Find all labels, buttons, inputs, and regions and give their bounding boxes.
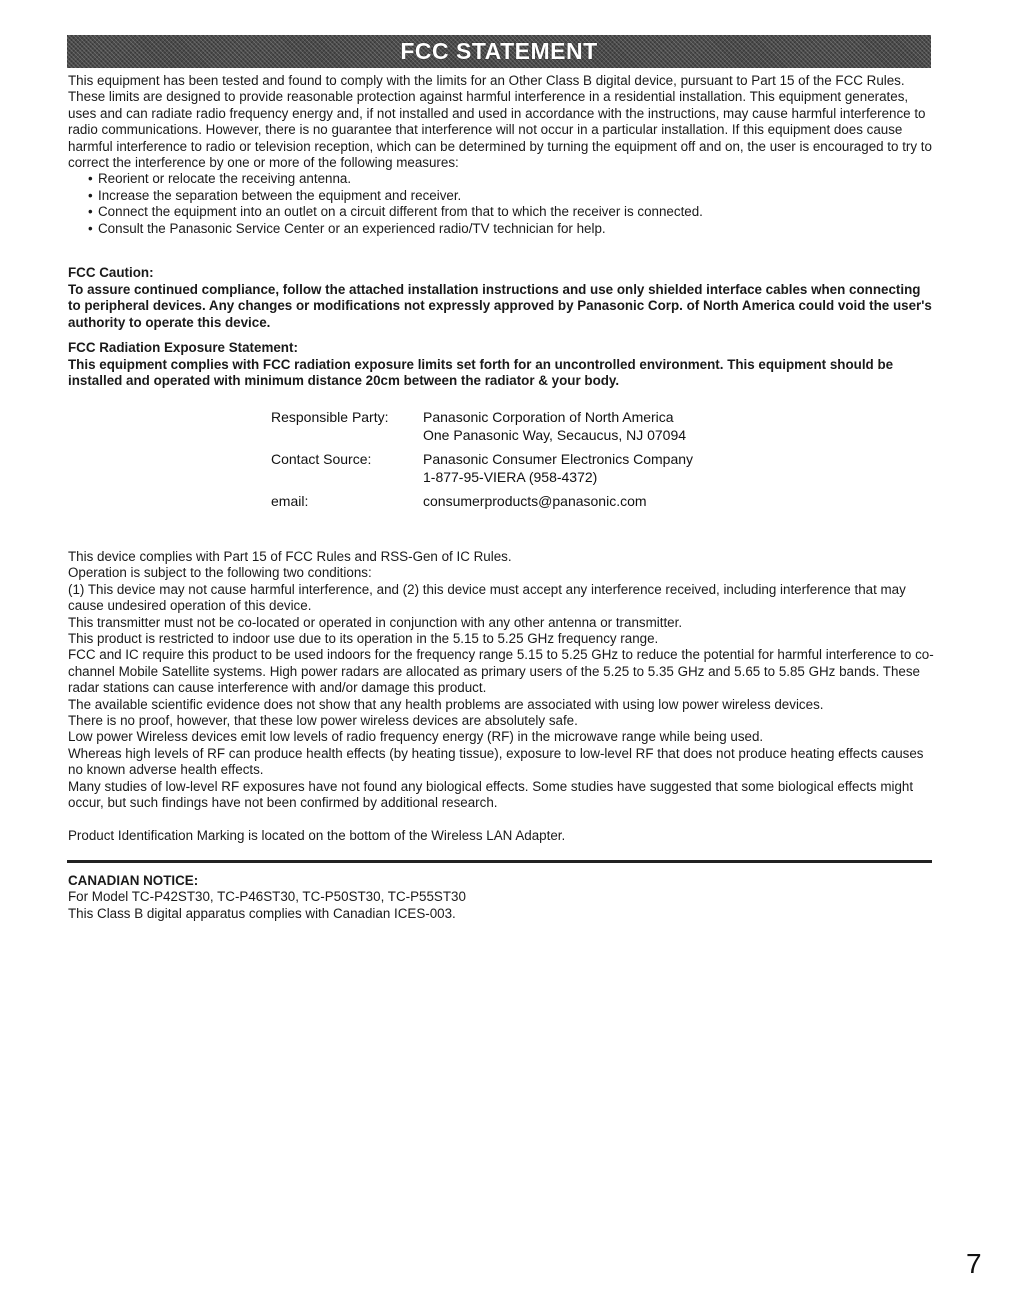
ic-line: Whereas high levels of RF can produce health effects (by heating tissue), exposure to low-level RF that does not produce heating effects causes no known adverse health effects. [68,745,924,778]
ic-line: FCC and IC require this product to be used indoors for the frequency range 5.15 to 5.25 GHz to reduce the potential for harmful interference to co-channel Mobile Satellite systems. High power radars are allocated as primary users of the 5.25 to 5.35 GHz and 5.65 to 5.85 GHz bands. These radar stations can cause interference with and/or damage this product. [68,647,934,696]
radiation-heading: FCC Radiation Exposure Statement: [68,340,298,355]
measure-item: • Connect the equipment into an outlet on a circuit different from that to which the receiver is connected. [88,204,934,220]
contact-source-phone: 1-877-95-VIERA (958-4372) [423,468,598,485]
intro-paragraph: This equipment has been tested and found to comply with the limits for an Other Class B digital device, pursuant to Part 15 of the FCC Rules. These limits are designed to provide reasonable protection against harmful interference in a residential installation. This equipment generates, uses and can radiate radio frequency energy and, if not installed and used in accordance with the instructions, may cause harmful interference to radio communications. However, there is no guarantee that interference will not occur in a particular installation. If this equipment does cause harmful interference to radio or television reception, which can be determined by turning the equipment off and on, the user is encouraged to try to correct the interference by one or more of the following measures: [68,73,932,171]
email-row [271,493,693,511]
measure-item: • Increase the separation between the equipment and receiver. [88,188,934,204]
section-divider [67,860,932,863]
responsible-party-label: Responsible Party: [271,409,389,425]
responsible-party-row [271,409,693,444]
responsible-party-name: Panasonic Corporation of North America [423,409,674,425]
product-id-text: Product Identification Marking is located on the bottom of the Wireless LAN Adapter. [68,828,566,843]
radiation-text: This equipment complies with FCC radiation exposure limits set forth for an uncontrolled environment. This equipment should be installed and operated with minimum distance 20cm between the radiator & your body. [68,356,894,389]
responsible-party-value [423,409,686,444]
canadian-notice-section [68,873,934,922]
ic-statement-section [68,549,934,812]
fcc-statement-banner [67,35,931,68]
contact-source-row [271,451,693,486]
measures-list [68,171,934,237]
ic-line: This device complies with Part 15 of FCC Rules and RSS-Gen of IC Rules. [68,549,512,564]
fcc-intro-section [68,73,934,237]
caution-text: To assure continued compliance, follow the attached installation instructions and use only shielded interface cables when connecting to peripheral devices. Any changes or modifications not expressly approved by Panasonic Corp. of North America could void the user's authority to operate this device. [68,281,932,330]
ic-line: This product is restricted to indoor use due to its operation in the 5.15 to 5.25 GHz frequency range. [68,631,659,647]
measure-item: • Reorient or relocate the receiving antenna. [88,171,934,187]
canadian-models: For Model TC-P42ST30, TC-P46ST30, TC-P50ST30, TC-P55ST30 [68,889,466,905]
caution-heading: FCC Caution: [68,265,154,280]
ic-line: (1) This device may not cause harmful interference, and (2) this device must accept any interference received, including interference that may cause undesired operation of this device. [68,581,906,614]
ic-line: Operation is subject to the following two conditions: [68,565,372,581]
fcc-radiation-section [68,340,934,390]
ic-line: Low power Wireless devices emit low levels of radio frequency energy (RF) in the microwave range while being used. [68,729,764,745]
contact-source-name: Panasonic Consumer Electronics Company [423,451,694,467]
banner-title: FCC STATEMENT [400,38,598,64]
fcc-caution-section [68,265,934,331]
product-id-section [68,828,934,844]
email-value: consumerproducts@panasonic.com [423,493,647,509]
ic-line: Many studies of low-level RF exposures have not found any biological effects. Some studies have suggested that some biological effects might occur, but such findings have not been confirmed by additional research. [68,778,914,811]
ic-line: This transmitter must not be co-located or operated in conjunction with any other antenna or transmitter. [68,614,683,630]
page-number: 7 [966,1248,982,1279]
ic-line: There is no proof, however, that these low power wireless devices are absolutely safe. [68,713,578,729]
ic-line: The available scientific evidence does not show that any health problems are associated with using low power wireless devices. [68,696,824,712]
canadian-heading: CANADIAN NOTICE: [68,873,199,888]
email-label: email: [271,493,309,509]
contact-source-value [423,451,693,486]
contact-source-label: Contact Source: [271,451,372,467]
measure-item: • Consult the Panasonic Service Center or an experienced radio/TV technician for help. [88,221,934,237]
canadian-text: This Class B digital apparatus complies with Canadian ICES-003. [68,905,456,921]
contact-table [271,409,693,518]
responsible-party-address: One Panasonic Way, Secaucus, NJ 07094 [423,426,687,443]
